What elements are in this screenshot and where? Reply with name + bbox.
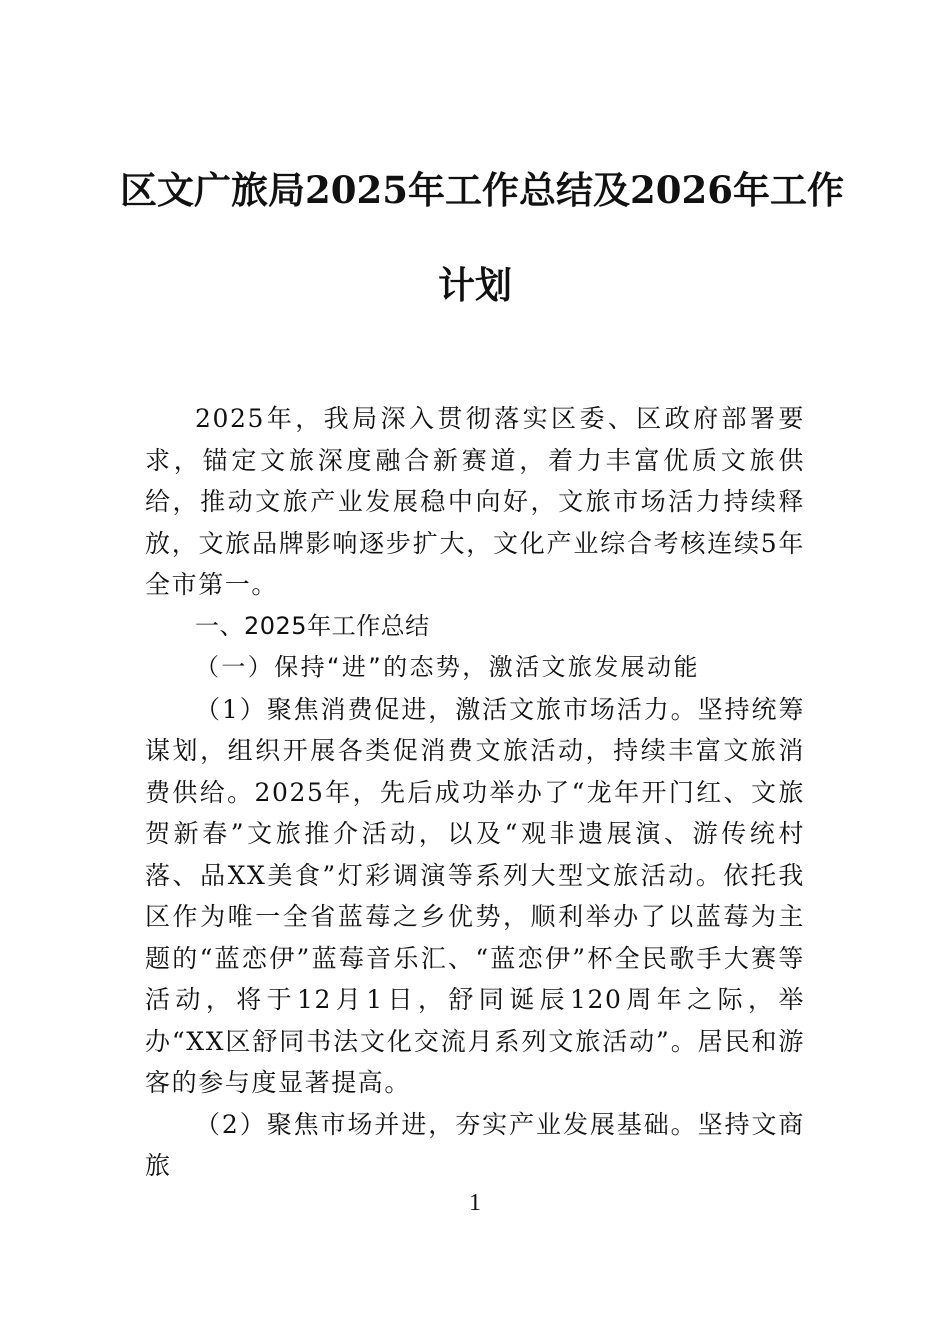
intro-paragraph: 2025年，我局深入贯彻落实区委、区政府部署要求，锚定文旅深度融合新赛道，着力丰富优质文旅供给，推动文旅产业发展稳中向好，文旅市场活力持续释放，文旅品牌影响逐步扩大，文化产业综合考核连续5年全市第一。 xyxy=(145,404,805,599)
document-title-line-2: 计划 xyxy=(438,263,512,307)
section-heading: 一、2025年工作总结 xyxy=(195,611,430,640)
document-title-line-1: 区文广旅局2025年工作总结及2026年工作 xyxy=(120,168,844,212)
body-paragraph: （1）聚焦消费促进，激活文旅市场活力。坚持统筹谋划，组织开展各类促消费文旅活动，持续丰富文旅消费供给。2025年，先后成功举办了“龙年开门红、文旅贺新春”文旅推介活动，以及“观非遗展演、游传统村落、品XX美食”灯彩调演等系列大型文旅活动。依托我区作为唯一全省蓝莓之乡优势，顺利举办了以蓝莓为主题的“蓝恋伊”蓝莓音乐汇、“蓝恋伊”杯全民歌手大赛等活动，将于12月1日，舒同诞辰120周年之际，举办“XX区舒同书法文化交流月系列文旅活动”。居民和游客的参与度显著提高。 xyxy=(145,694,805,1097)
page-number: 1 xyxy=(469,1190,481,1216)
subsection-heading: （一）保持“进”的态势，激活文旅发展动能 xyxy=(195,653,700,681)
body-paragraph: （2）聚焦市场并进，夯实产业发展基础。坚持文商旅 xyxy=(145,1109,805,1180)
document-body xyxy=(145,398,805,1187)
